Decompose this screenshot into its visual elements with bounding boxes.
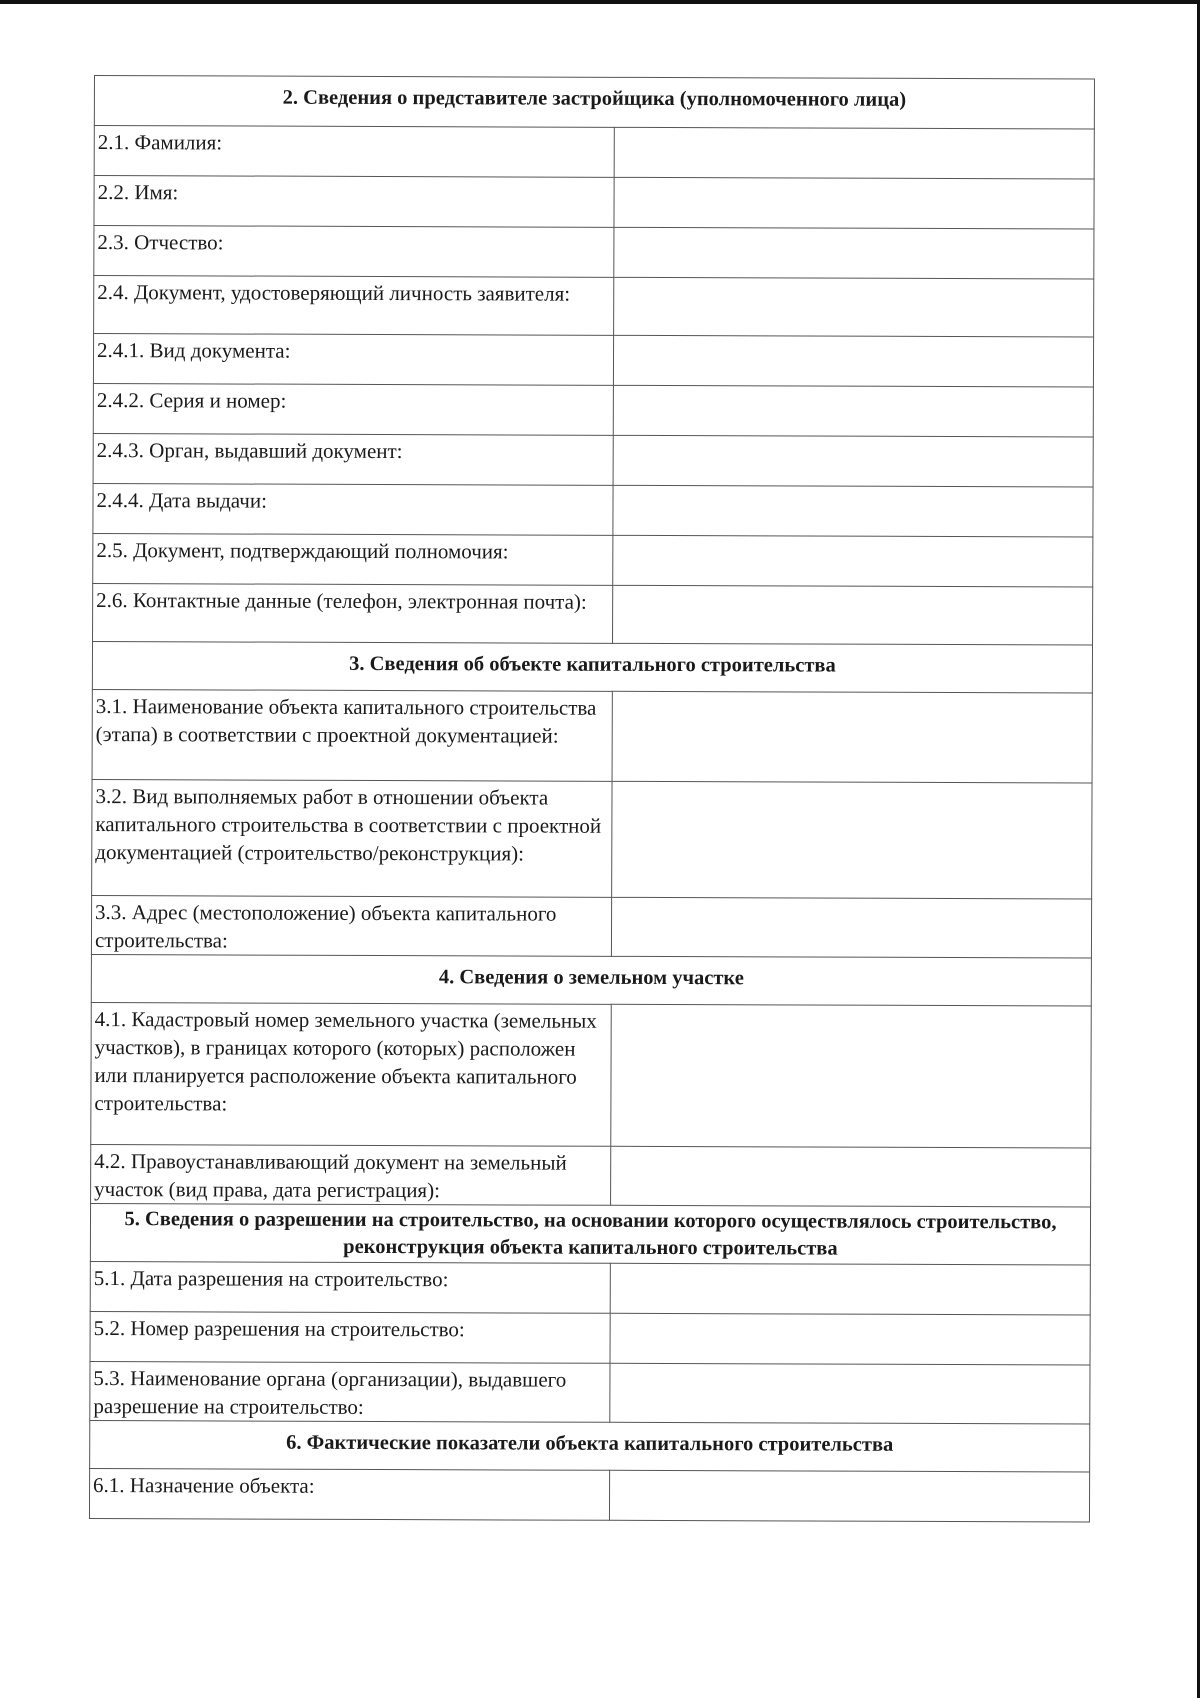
form-row — [94, 226, 1094, 279]
field-value[interactable] — [614, 277, 1094, 337]
field-label: 2.5. Документ, подтверждающий полномочия: — [93, 533, 613, 585]
field-value[interactable] — [611, 1146, 1091, 1207]
field-value[interactable] — [614, 177, 1094, 229]
field-value[interactable] — [613, 385, 1093, 437]
form-row — [94, 176, 1094, 229]
form-row — [93, 483, 1093, 536]
field-value[interactable] — [613, 535, 1093, 587]
section-header-row — [90, 1203, 1090, 1264]
section-title: 5. Сведения о разрешении на строительство, на основании которого осуществлялось строительство, реконструкция объекта капитального строительства — [90, 1203, 1090, 1264]
field-label: 3.2. Вид выполняемых работ в отношении объекта капитального строительства в соответствии с проектной документацией (строительство/реконструкция): — [92, 779, 612, 897]
form-row — [89, 1468, 1089, 1521]
form-row — [91, 1002, 1091, 1147]
field-value[interactable] — [612, 781, 1092, 899]
field-label: 5.3. Наименование органа (организации), выдавшего разрешение на строительство: — [90, 1361, 610, 1422]
form-row — [93, 334, 1093, 387]
application-form-table — [89, 75, 1095, 1522]
field-value[interactable] — [611, 1004, 1091, 1148]
field-label: 2.4. Документ, удостоверяющий личность заявителя: — [94, 276, 614, 336]
field-label: 4.1. Кадастровый номер земельного участка (земельных участков), в границах которого (которых) расположен или планируется расположение объекта капитального строительства: — [91, 1002, 611, 1146]
form-row — [94, 126, 1094, 179]
field-value[interactable] — [613, 335, 1093, 387]
field-label: 2.4.3. Орган, выдавший документ: — [93, 433, 613, 485]
field-label: 2.1. Фамилия: — [94, 126, 614, 178]
field-value[interactable] — [613, 435, 1093, 487]
field-value[interactable] — [610, 1263, 1090, 1315]
field-label: 4.2. Правоустанавливающий документ на земельный участок (вид права, дата регистрация): — [91, 1144, 611, 1205]
field-label: 2.4.2. Серия и номер: — [93, 383, 613, 435]
section-title: 4. Сведения о земельном участке — [91, 954, 1091, 1005]
scan-edge-top — [0, 0, 1200, 4]
field-value[interactable] — [610, 1363, 1090, 1424]
field-value[interactable] — [613, 485, 1093, 537]
field-label: 2.4.4. Дата выдачи: — [93, 483, 613, 535]
field-value[interactable] — [614, 227, 1094, 279]
field-label: 2.4.1. Вид документа: — [93, 334, 613, 386]
field-label: 6.1. Назначение объекта: — [89, 1468, 609, 1520]
field-label: 3.3. Адрес (местоположение) объекта капитального строительства: — [91, 895, 611, 956]
field-value[interactable] — [613, 585, 1093, 645]
form-row — [92, 689, 1092, 782]
form-row — [93, 533, 1093, 586]
form-row — [93, 433, 1093, 486]
field-label: 5.2. Номер разрешения на строительство: — [90, 1311, 610, 1363]
form-row — [90, 1311, 1090, 1364]
form-row — [93, 383, 1093, 436]
section-header-row — [94, 76, 1094, 129]
form-row — [90, 1361, 1090, 1423]
section-title: 2. Сведения о представителе застройщика (уполномоченного лица) — [94, 76, 1094, 129]
form-row — [92, 779, 1092, 898]
field-label: 3.1. Наименование объекта капитального строительства (этапа) в соответствии с проектной документацией: — [92, 689, 612, 781]
field-value[interactable] — [611, 897, 1091, 958]
field-label: 2.2. Имя: — [94, 176, 614, 228]
field-label: 2.3. Отчество: — [94, 226, 614, 278]
section-title: 3. Сведения об объекте капитального строительства — [92, 641, 1092, 692]
field-value[interactable] — [614, 127, 1094, 179]
field-value[interactable] — [612, 691, 1092, 783]
field-label: 2.6. Контактные данные (телефон, электронная почта): — [93, 583, 613, 643]
field-label: 5.1. Дата разрешения на строительство: — [90, 1261, 610, 1313]
field-value[interactable] — [609, 1470, 1089, 1522]
section-header-row — [92, 641, 1092, 692]
field-value[interactable] — [610, 1313, 1090, 1365]
form-row — [91, 1144, 1091, 1206]
section-header-row — [91, 954, 1091, 1005]
form-row — [93, 583, 1093, 644]
form-row — [91, 895, 1091, 957]
form-row — [94, 276, 1094, 337]
section-title: 6. Фактические показатели объекта капитального строительства — [90, 1420, 1090, 1471]
form-row — [90, 1261, 1090, 1314]
section-header-row — [90, 1420, 1090, 1471]
